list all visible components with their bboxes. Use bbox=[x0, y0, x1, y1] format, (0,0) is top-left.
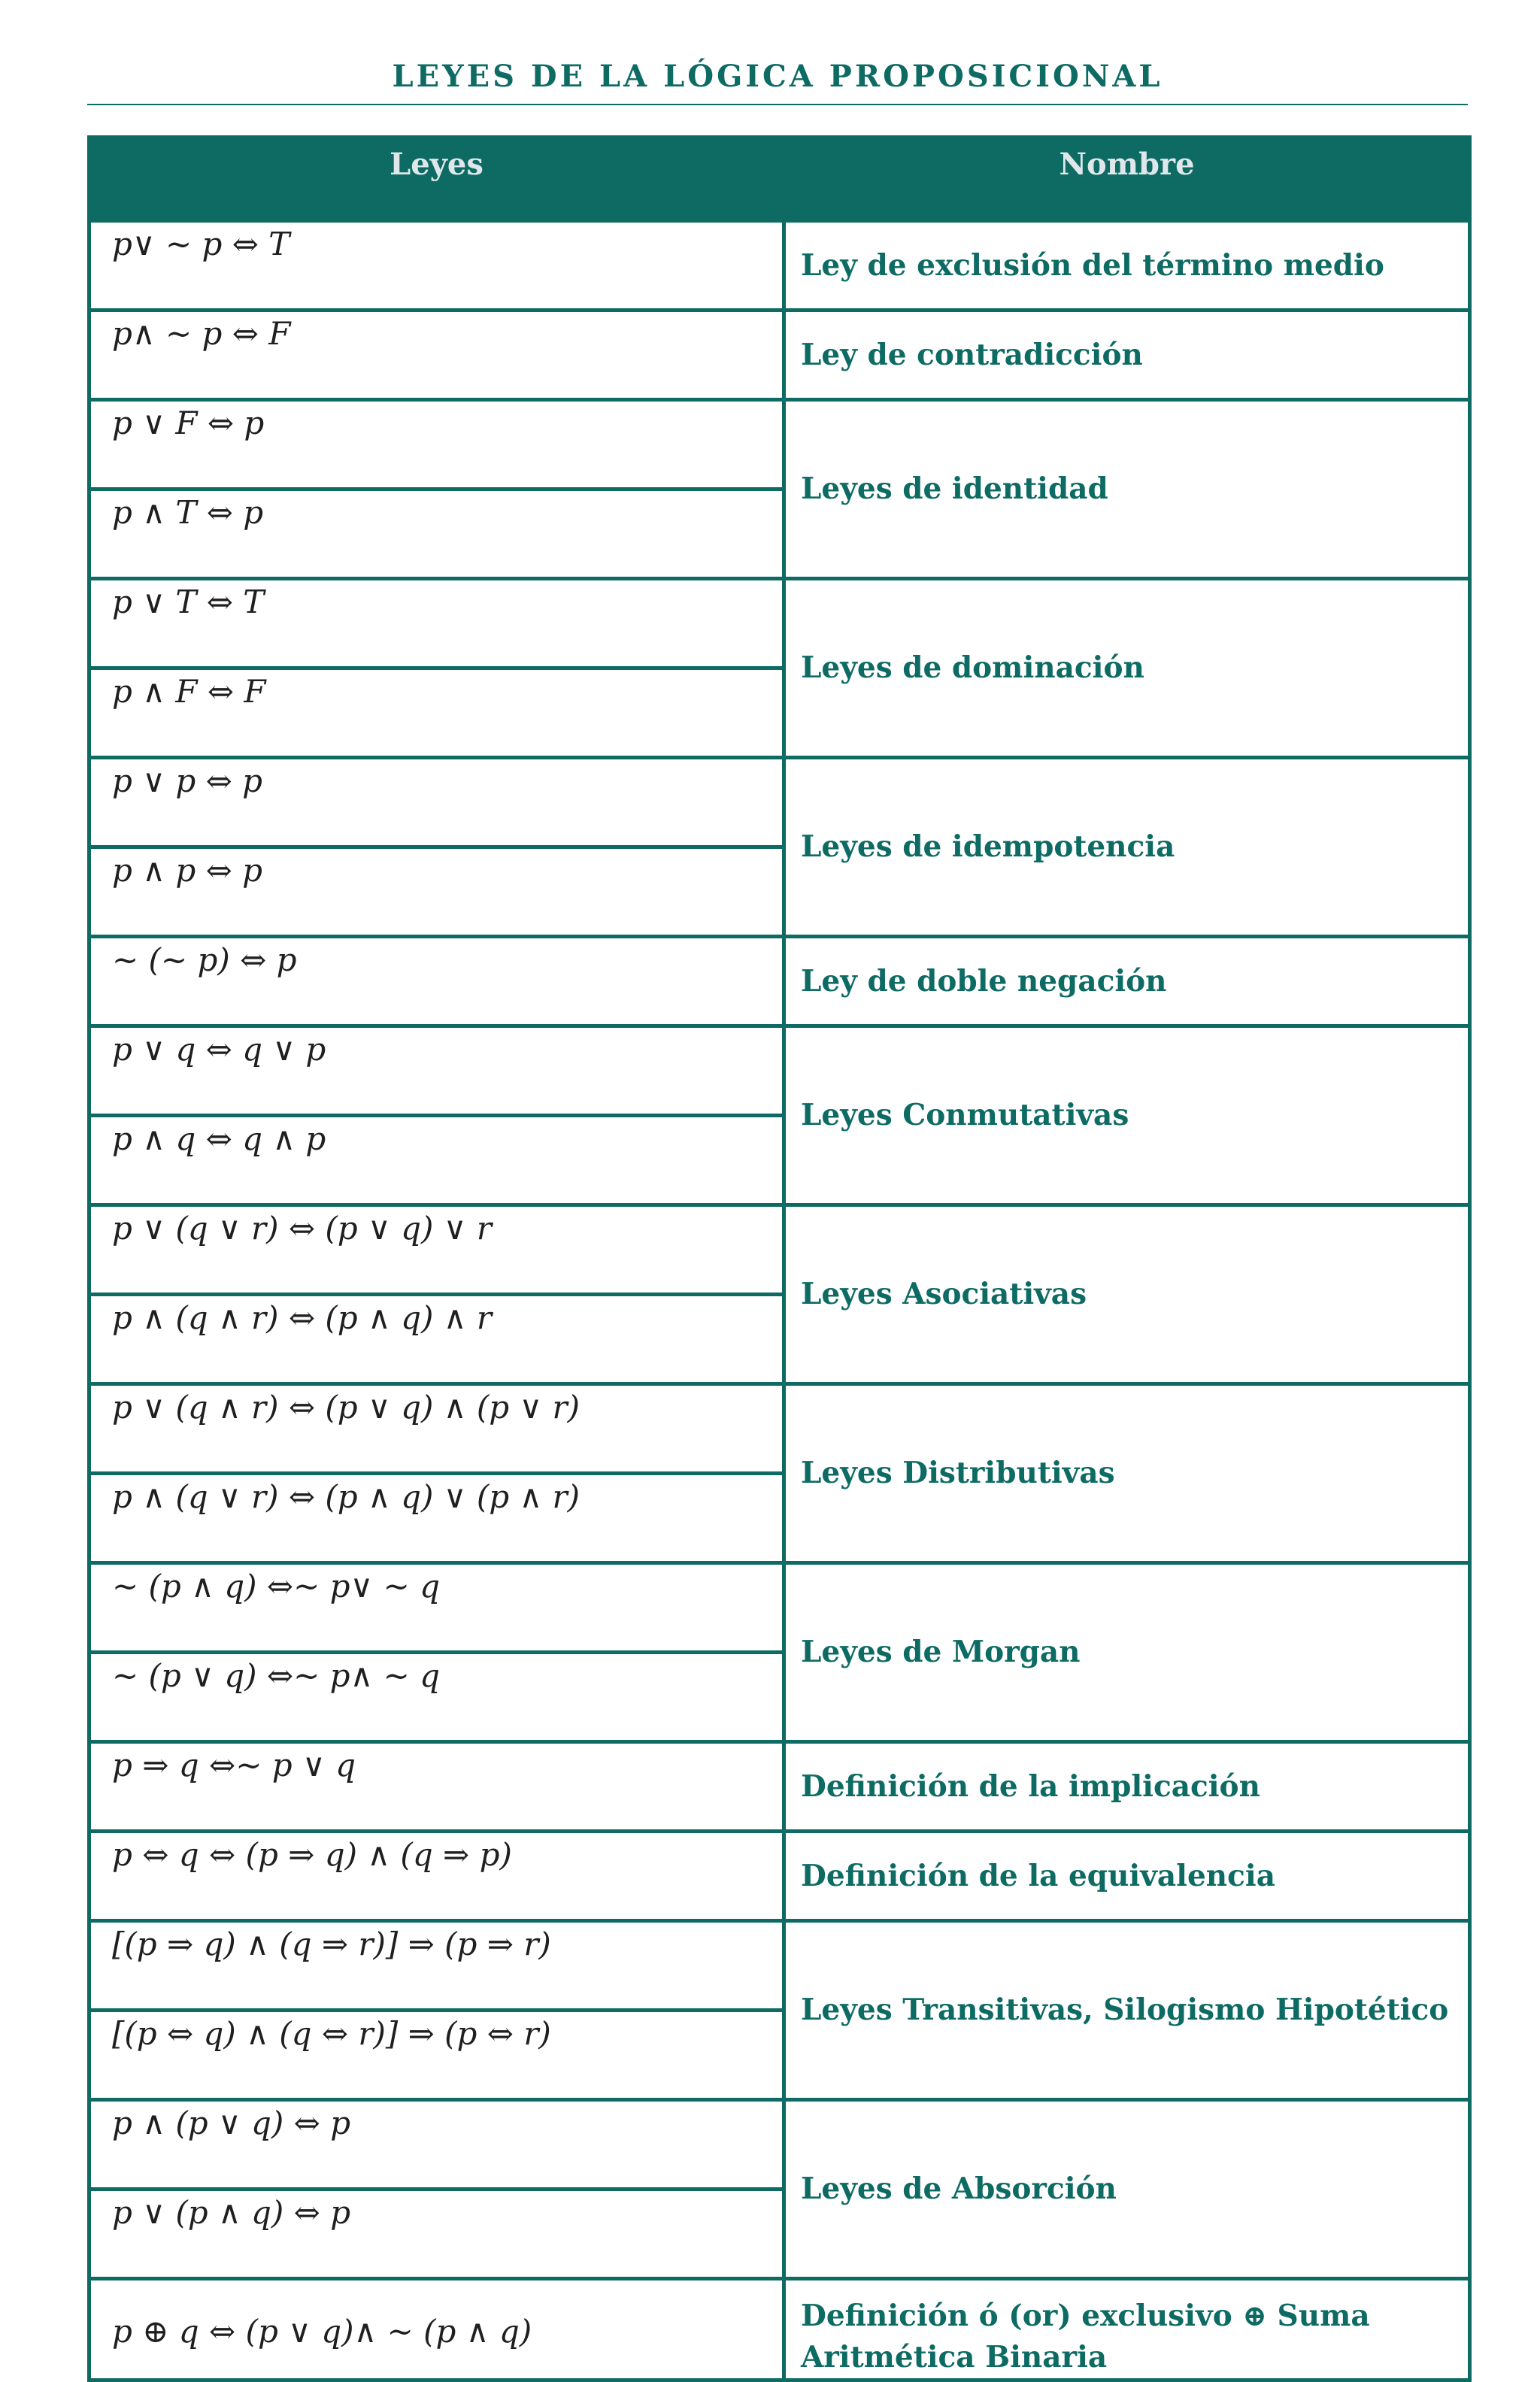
law-name-cell: Leyes de Absorción bbox=[784, 2100, 1470, 2279]
table-row bbox=[89, 937, 1470, 1026]
table-row bbox=[89, 1742, 1470, 1832]
law-name-cell: Ley de contradicción bbox=[784, 311, 1470, 400]
law-cell: p ∨ F ⇔ p bbox=[89, 400, 784, 489]
table-row bbox=[89, 311, 1470, 400]
law-name-cell: Ley de doble negación bbox=[784, 937, 1470, 1026]
law-cell: p ∨ (q ∧ r) ⇔ (p ∨ q) ∧ (p ∨ r) bbox=[89, 1384, 784, 1474]
page-title: LEYES DE LA LÓGICA PROPOSICIONAL bbox=[392, 59, 1163, 94]
table-row bbox=[89, 1921, 1470, 2011]
law-cell: p ⊕ q ⇔ (p ∨ q)∧ ~ (p ∧ q) bbox=[89, 2279, 784, 2380]
law-cell: p ∨ p ⇔ p bbox=[89, 758, 784, 847]
law-name-cell: Definición de la implicación bbox=[784, 1742, 1470, 1832]
law-name-cell: Leyes Distributivas bbox=[784, 1384, 1470, 1563]
law-name-cell: Leyes de idempotencia bbox=[784, 758, 1470, 937]
law-name-cell: Leyes de dominación bbox=[784, 579, 1470, 758]
law-name-cell: Definición de la equivalencia bbox=[784, 1832, 1470, 1921]
law-name-cell: Ley de exclusión del término medio bbox=[784, 221, 1470, 311]
table-row bbox=[89, 2279, 1470, 2380]
law-cell: p ∧ (p ∨ q) ⇔ p bbox=[89, 2100, 784, 2190]
law-name-cell: Definición ó (or) exclusivo ⊕ Suma Aritmética Binaria bbox=[784, 2279, 1470, 2380]
column-header-laws: Leyes bbox=[89, 138, 784, 221]
table-row bbox=[89, 1026, 1470, 1116]
law-cell: p ∨ T ⇔ T bbox=[89, 579, 784, 668]
table-row bbox=[89, 758, 1470, 847]
law-cell: p ⇔ q ⇔ (p ⇒ q) ∧ (q ⇒ p) bbox=[89, 1832, 784, 1921]
law-cell: p ∧ p ⇔ p bbox=[89, 847, 784, 937]
law-cell: [(p ⇔ q) ∧ (q ⇔ r)] ⇒ (p ⇔ r) bbox=[89, 2011, 784, 2100]
law-cell: p ∧ (q ∨ r) ⇔ (p ∧ q) ∨ (p ∧ r) bbox=[89, 1474, 784, 1563]
title-divider bbox=[87, 104, 1468, 105]
law-cell: p ∨ (p ∧ q) ⇔ p bbox=[89, 2190, 784, 2279]
law-cell: p ∧ F ⇔ F bbox=[89, 668, 784, 758]
law-cell: ~ (p ∨ q) ⇔~ p∧ ~ q bbox=[89, 1653, 784, 1742]
column-header-name: Nombre bbox=[784, 138, 1470, 221]
law-cell: p ∧ (q ∧ r) ⇔ (p ∧ q) ∧ r bbox=[89, 1295, 784, 1384]
law-name-cell: Leyes Conmutativas bbox=[784, 1026, 1470, 1205]
table-row bbox=[89, 400, 1470, 489]
table-header-row bbox=[89, 138, 1470, 221]
table-row bbox=[89, 1832, 1470, 1921]
law-cell: ~ (~ p) ⇔ p bbox=[89, 937, 784, 1026]
law-cell: p ⇒ q ⇔~ p ∨ q bbox=[89, 1742, 784, 1832]
law-cell: [(p ⇒ q) ∧ (q ⇒ r)] ⇒ (p ⇒ r) bbox=[89, 1921, 784, 2011]
law-cell: p ∨ q ⇔ q ∨ p bbox=[89, 1026, 784, 1116]
law-cell: p ∨ (q ∨ r) ⇔ (p ∨ q) ∨ r bbox=[89, 1205, 784, 1295]
law-cell: p ∧ T ⇔ p bbox=[89, 489, 784, 579]
table-row bbox=[89, 221, 1470, 311]
table-row bbox=[89, 1384, 1470, 1474]
table-row bbox=[89, 1563, 1470, 1653]
table-row bbox=[89, 1205, 1470, 1295]
law-cell: ~ (p ∧ q) ⇔~ p∨ ~ q bbox=[89, 1563, 784, 1653]
law-cell: p∨ ~ p ⇔ T bbox=[89, 221, 784, 311]
table-row bbox=[89, 2100, 1470, 2190]
law-cell: p∧ ~ p ⇔ F bbox=[89, 311, 784, 400]
law-name-cell: Leyes de Morgan bbox=[784, 1563, 1470, 1742]
law-name-cell: Leyes de identidad bbox=[784, 400, 1470, 579]
table-row bbox=[89, 579, 1470, 668]
law-name-cell: Leyes Asociativas bbox=[784, 1205, 1470, 1384]
laws-table bbox=[87, 135, 1472, 2382]
law-cell: p ∧ q ⇔ q ∧ p bbox=[89, 1116, 784, 1205]
law-name-cell: Leyes Transitivas, Silogismo Hipotético bbox=[784, 1921, 1470, 2100]
